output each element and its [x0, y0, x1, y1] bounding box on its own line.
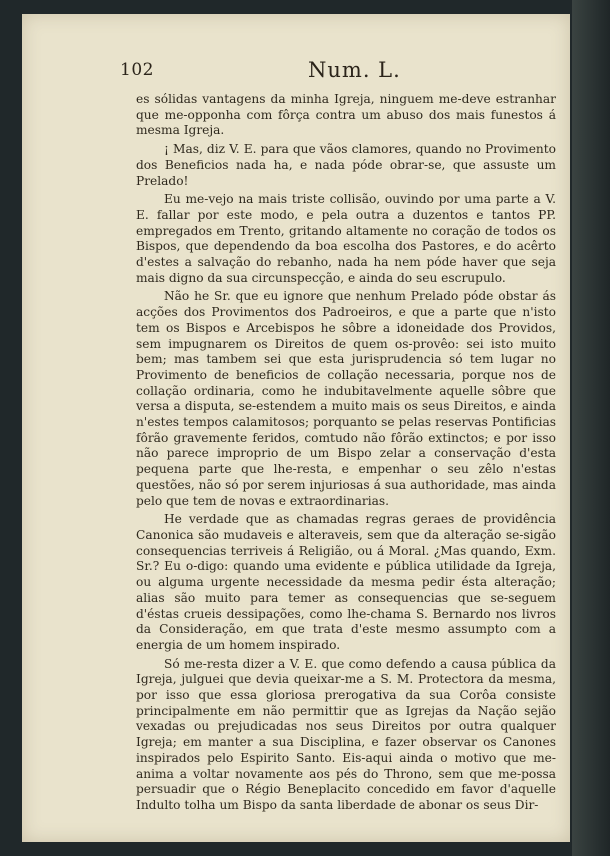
paragraph: He verdade que as chamadas regras geraes de providência Canonica são mudaveis e alteraveis, sem que da alteração se-sigão consequencias terriveis á Religião, ou á Moral. ¿Mas quando, Exm. Sr.? Eu o-digo: quando uma evidente e pública utilidade da Igreja, ou alguma urgente necessidade da mesma pedir ésta alteração; alias são muito para temer as consequencias que se-seguem d'éstas crueis dessipações, como lhe-chama S. Bernardo nos livros da Consideração, em que trata d'este mesmo assumpto com a energia de um homem inspirado. — [136, 512, 556, 652]
page-header — [120, 60, 520, 82]
paragraph: es sólidas vantagens da minha Igreja, ninguem me-deve estranhar que me-opponha com fôrça contra um abuso dos mais funestos á mesma Igreja. — [136, 92, 556, 138]
running-title: Num. L. — [308, 58, 401, 82]
paragraph: ¡ Mas, diz V. E. para que vãos clamores, quando no Provimento dos Beneficios nada ha, e nada póde obrar-se, que assuste um Prelado! — [136, 142, 556, 188]
page-number: 102 — [120, 60, 154, 80]
book-spine — [572, 0, 610, 856]
paragraph: Só me-resta dizer a V. E. que como defendo a causa pública da Igreja, julguei que devia queixar-me a S. M. Protectora da mesma, por isso que essa gloriosa prerogativa da sua Corôa consiste principalmente em não permittir que as Igrejas da Nação sejão vexadas ou prejudicadas nos seus Direitos por outra qualquer Igreja; em manter a sua Disciplina, e fazer observar os Canones inspirados pelo Espirito Santo. Eis-aqui ainda o motivo que me-anima a voltar novamente aos pés do Throno, sem que me-possa persuadir que o Régio Beneplacito concedido em favor d'aquelle Indulto tolha um Bispo da santa liberdade de abonar os seus Dir- — [136, 656, 556, 812]
paragraph: Eu me-vejo na mais triste collisão, ouvindo por uma parte a V. E. fallar por este modo, e pela outra a duzentos e tantos PP. empregados em Trento, gritando altamente no coração de todos os Bispos, que dependendo da boa escolha dos Pastores, e do acêrto d'estes a salvação do rebanho, nada ha nem póde haver que seja mais digno da sua circunspecção, e ainda do seu escrupulo. — [136, 192, 556, 285]
page-body — [136, 92, 556, 817]
paragraph: Não he Sr. que eu ignore que nenhum Prelado póde obstar ás acções dos Provimentos dos Padroeiros, e que a parte que n'isto tem os Bispos e Arcebispos he sôbre a idoneidade dos Providos, sem impugnarem os Direitos de quem os-provêo: sei isto muito bem; mas tambem sei que esta jurisprudencia só tem lugar no Provimento de beneficios de collação necessaria, porque nos de collação ordinaria, como he indubitavelmente aquelle sôbre que versa a disputa, se-estendem a muito mais os seus Direitos, e ainda n'estes tempos calamitosos; porquanto se pelas reservas Pontificias fôrão gravemente feridos, comtudo não fôrão extinctos; e por isso não parece improprio de um Bispo zelar a conservação d'esta pequena parte que lhe-resta, e empenhar o seu zêlo n'estas questões, não só por serem injuriosas á sua authoridade, mas ainda pelo que tem de novas e extraordinarias. — [136, 289, 556, 508]
